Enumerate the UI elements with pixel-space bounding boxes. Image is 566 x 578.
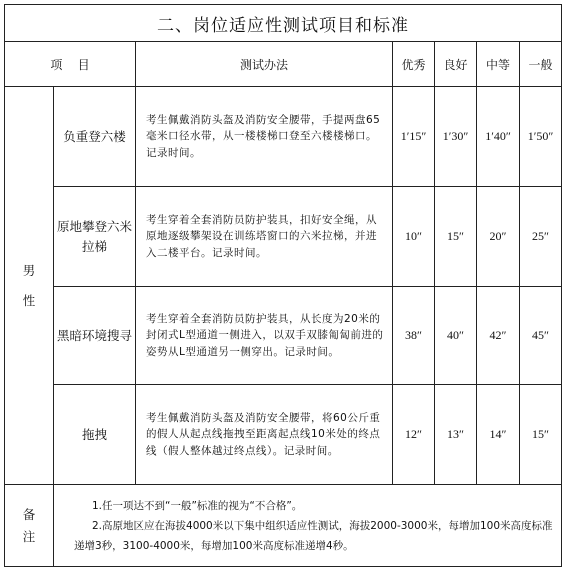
score-fair: 1′50″: [520, 87, 562, 187]
score-medium: 42″: [477, 287, 520, 385]
score-fair: 45″: [520, 287, 562, 385]
header-method: 测试办法: [136, 42, 393, 87]
score-excellent: 1′15″: [393, 87, 435, 187]
score-good: 40″: [435, 287, 477, 385]
method-text: 考生穿着全套消防员防护装具，从长度为20米的封闭式L型通道一侧进入，以双手双膝匍匐前进的姿势从L型通道另一侧穿出。记录时间。: [136, 287, 393, 385]
item-name: 拖拽: [54, 385, 136, 485]
table-row: [5, 187, 562, 287]
score-fair: 15″: [520, 385, 562, 485]
item-name: 原地攀登六米拉梯: [54, 187, 136, 287]
header-fair: 一般: [520, 42, 562, 87]
note-line: 2.高原地区应在海拔4000米以下集中组织适应性测试，海拔2000-3000米，每增加100米高度标准递增3秒，3100-4000米，每增加100米高度标准递增4秒。: [74, 519, 553, 552]
header-excellent: 优秀: [393, 42, 435, 87]
notes-label-char: 备: [22, 506, 36, 522]
method-text: 考生佩戴消防头盔及消防安全腰带，将60公斤重的假人从起点线拖拽至距离起点线10米处的终点线（假人整体越过终点线）。记录时间。: [136, 385, 393, 485]
gender-char: 性: [22, 292, 36, 308]
note-line: 1.任一项达不到“一般”标准的视为“不合格”。: [92, 499, 303, 512]
method-text: 考生佩戴消防头盔及消防安全腰带，手提两盘65毫米口径水带，从一楼楼梯口登至六楼楼梯口。记录时间。: [136, 87, 393, 187]
score-medium: 20″: [477, 187, 520, 287]
item-name: 黑暗环境搜寻: [54, 287, 136, 385]
score-excellent: 10″: [393, 187, 435, 287]
header-good: 良好: [435, 42, 477, 87]
score-excellent: 38″: [393, 287, 435, 385]
score-excellent: 12″: [393, 385, 435, 485]
score-medium: 1′40″: [477, 87, 520, 187]
item-name: 负重登六楼: [54, 87, 136, 187]
gender-cell: [5, 87, 54, 485]
header-medium: 中等: [477, 42, 520, 87]
score-medium: 14″: [477, 385, 520, 485]
gender-char: 男: [22, 262, 36, 278]
table-title: 二、岗位适应性测试项目和标准: [5, 5, 562, 42]
header-item: 项 目: [5, 42, 136, 87]
score-good: 15″: [435, 187, 477, 287]
table-row: [5, 287, 562, 385]
header-row: [5, 42, 562, 87]
notes-label: [5, 485, 54, 567]
notes-label-char: 注: [22, 528, 36, 544]
notes-cell: [54, 485, 562, 567]
method-text: 考生穿着全套消防员防护装具，扣好安全绳，从原地逐级攀架设在训练塔窗口的六米拉梯，并进入二楼平台。记录时间。: [136, 187, 393, 287]
table-row: [5, 87, 562, 187]
table-row: [5, 385, 562, 485]
score-good: 13″: [435, 385, 477, 485]
standards-table: [4, 4, 562, 567]
notes-row: [5, 485, 562, 567]
score-fair: 25″: [520, 187, 562, 287]
score-good: 1′30″: [435, 87, 477, 187]
